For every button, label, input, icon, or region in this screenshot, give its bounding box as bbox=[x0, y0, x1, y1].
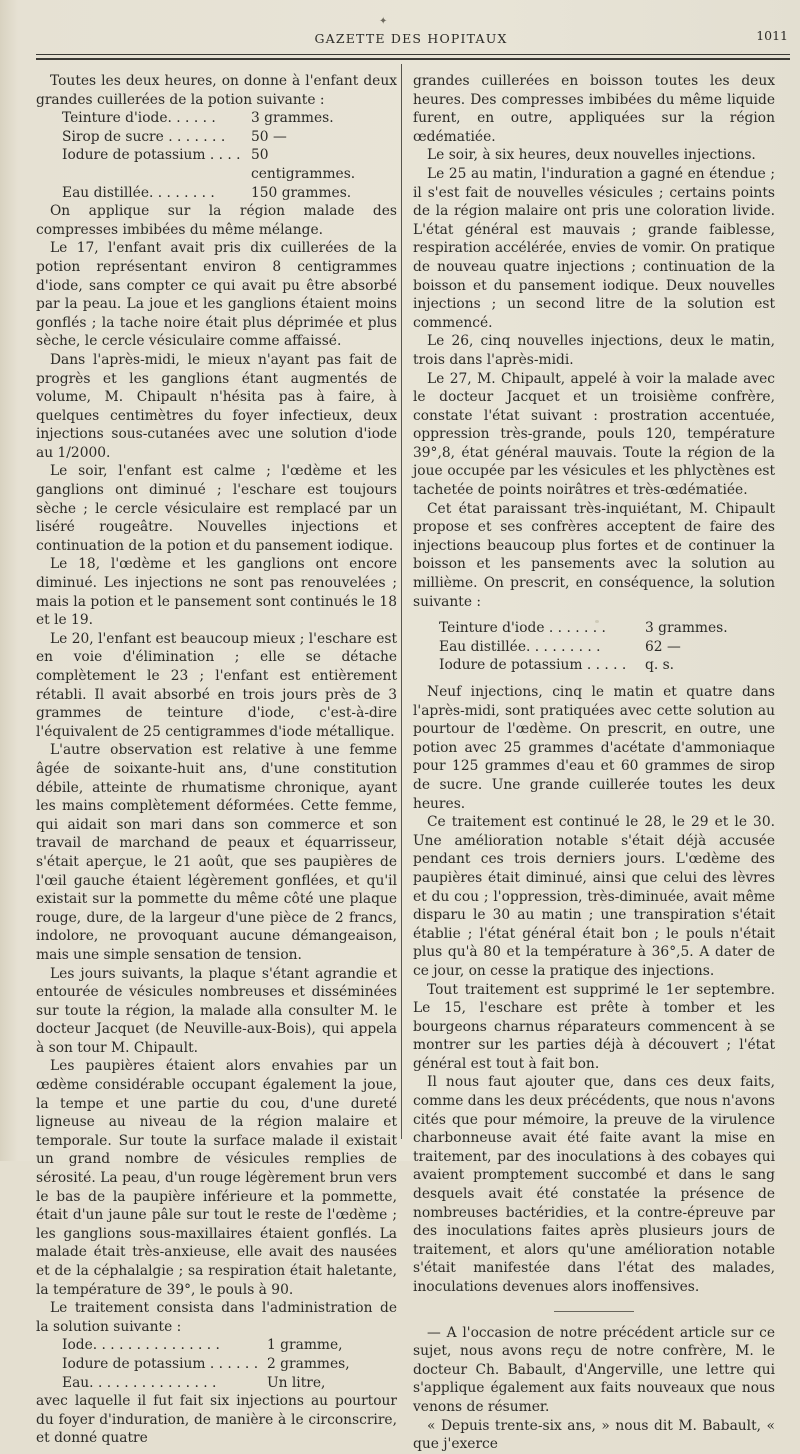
ingredient-quantity: 50 — bbox=[251, 128, 287, 145]
recipe-row bbox=[62, 146, 397, 183]
ingredient-name: Teinture d'iode . . . . . . . bbox=[439, 620, 606, 637]
paragraph: Ce traitement est continué le 28, le 29 et le 30. Une amélioration notable s'était déjà accusée pendant ces trois derniers jours. L'œdème des paupières était diminué, ainsi que celui des lèvres et du cou ; l'oppression, très-diminuée, avait même disparu le 30 au matin ; une transpiration s'était établie ; l'état général était bon ; le pouls n'était plus qu'à 80 et la température à 36°,5. A dater de ce jour, on cesse la pratique des injections. bbox=[413, 814, 775, 979]
recipe-row bbox=[62, 1374, 397, 1393]
paragraph: Le 17, l'enfant avait pris dix cuillerées de la potion représentant environ 8 centigrammes d'iode, sans compter ce qui avait pu être absorbé par la peau. La joue et les ganglions étaient moins gonflés ; la tache noire était plus déprimée et plus sèche, le cercle vésiculaire comme affaissé. bbox=[36, 240, 397, 350]
ingredient-name: Eau distillée. . . . . . . . bbox=[62, 184, 215, 201]
paragraph: Tout traitement est supprimé le 1er septembre. Le 15, l'eschare est prête à tomber et les bourgeons charnus réparateurs commencent à se montrer sur les parties déjà à découvert ; l'état général est tout à fait bon. bbox=[413, 981, 775, 1072]
ingredient-name: Iodure de potassium . . . . . bbox=[439, 657, 627, 674]
ingredient-name: Iodure de potassium . . . . bbox=[62, 147, 241, 164]
recipe-row bbox=[62, 1336, 397, 1355]
header-rule-thick bbox=[36, 58, 790, 60]
recipe-list bbox=[439, 619, 775, 675]
paragraph: Toutes les deux heures, on donne à l'enfant deux grandes cuillerées de la potion suivante : bbox=[36, 73, 397, 108]
ingredient-name: Eau distillée. . . . . . . . . bbox=[439, 638, 601, 655]
paragraph: Les paupières étaient alors envahies par un œdème considérable occupant également la joue, la tempe et une partie du cou, d'une dureté ligneuse au niveau de la région malaire et temporale. Sur toute la surface malade il existait un grand nombre de vésicules remplies de sérosité. La peau, d'un rouge légèrement brun vers le bas de la paupière inférieure et la pommette, était d'un jaune pâle sur tout le reste de l'œdème ; les ganglions sous-maxillaires étaient gonflés. La malade était très-anxieuse, elle avait des nausées et de la céphalalgie ; sa respiration était haletante, la température de 39°, le pouls à 90. bbox=[36, 1058, 397, 1298]
ingredient-quantity: Un litre, bbox=[267, 1374, 326, 1391]
recipe-row bbox=[62, 128, 397, 147]
ingredient-quantity: 2 grammes, bbox=[267, 1355, 350, 1372]
section-separator bbox=[554, 1311, 634, 1312]
paragraph: L'autre observation est relative à une femme âgée de soixante-huit ans, d'une constitution débile, atteinte de rhumatisme chronique, ayant les mains complètement déformées. Cette femme, qui aidait son mari dans son commerce et son travail de marchand de peaux et équarrisseur, s'était aperçue, le 21 août, que ses paupières de l'œil gauche étaient légèrement gonflées, et qu'il existait sur la pommette du même côté une plaque rouge, dure, de la largeur d'une pièce de 2 francs, indolore, ne provoquant aucune démangeaison, mais une simple sensation de tension. bbox=[36, 742, 397, 963]
paragraph: Le 26, cinq nouvelles injections, deux le matin, trois dans l'après-midi. bbox=[413, 333, 775, 368]
paragraph: Le 20, l'enfant est beaucoup mieux ; l'eschare est en voie d'élimination ; elle se détache complètement le 23 ; l'enfant est entièrement rétabli. Il avait absorbé en trois jours près de 3 grammes de teinture d'iode, c'est-à-dire l'équivalent de 25 centigrammes d'iode métallique. bbox=[36, 630, 397, 740]
paragraph: Cet état paraissant très-inquiétant, M. Chipault propose et ses confrères acceptent de faire des injections beaucoup plus fortes et de continuer la boisson et les pansements avec la solution au millième. On prescrit, en conséquence, la solution suivante : bbox=[413, 500, 775, 610]
running-title: GAZETTE DES HOPITAUX bbox=[314, 31, 508, 46]
paragraph: Le 25 au matin, l'induration a gagné en étendue ; il s'est fait de nouvelles vésicules ; certains points de la région malaire ont pris une coloration livide. L'état général est mauvais ; grande faiblesse, respiration accélérée, envies de vomir. On pratique de nouveau quatre injections ; continuation de la boisson et du pansement iodique. Deux nouvelles injections ; un second litre de la solution est commencé. bbox=[413, 165, 775, 331]
paragraph: On applique sur la région malade des compresses imbibées du même mélange. bbox=[36, 203, 397, 238]
paragraph: Dans l'après-midi, le mieux n'ayant pas fait de progrès et les ganglions étant augmentés de volume, M. Chipault n'hésita pas à faire, à quelques centimètres du foyer infectieux, deux injections sous-cutanées avec une solution d'iode au 1/2000. bbox=[36, 351, 397, 461]
ingredient-quantity: 62 — bbox=[645, 638, 681, 655]
left-column bbox=[36, 72, 397, 1448]
ingredient-quantity: 150 grammes. bbox=[251, 184, 352, 201]
recipe-row bbox=[439, 619, 775, 638]
recipe-row bbox=[439, 638, 775, 657]
paragraph: « Depuis trente-six ans, » nous dit M. Babault, « que j'exerce bbox=[413, 1417, 775, 1453]
recipe-list bbox=[62, 109, 397, 202]
ingredient-name: Teinture d'iode. . . . . . bbox=[62, 110, 216, 127]
recipe-row bbox=[439, 656, 775, 675]
paragraph: Le 18, l'œdème et les ganglions ont encore diminué. Les injections ne sont pas renouvelées ; mais la potion et le pansement sont continués le 18 et le 19. bbox=[36, 556, 397, 629]
right-column bbox=[413, 72, 775, 1454]
paragraph: Neuf injections, cinq le matin et quatre dans l'après-midi, sont pratiquées avec cette solution au pourtour de l'œdème. On prescrit, en outre, une potion avec 25 grammes d'acétate d'ammoniaque pour 125 grammes d'eau et 60 grammes de sirop de sucre. Une grande cuillerée toutes les deux heures. bbox=[413, 684, 775, 812]
paragraph: Le 27, M. Chipault, appelé à voir la malade avec le docteur Jacquet et un troisième confrère, constate l'état suivant : prostration accentuée, oppression très-grande, pouls 120, température 39°,8, état général mauvais. Toute la région de la joue occupée par les vésicules et les phlyctènes est tachetée de points noirâtres et très-œdématiée. bbox=[413, 370, 775, 499]
recipe-row bbox=[62, 1355, 397, 1374]
ornament-icon: ✦ bbox=[379, 16, 388, 27]
ingredient-quantity: 3 grammes. bbox=[251, 110, 334, 127]
paragraph: Le traitement consista dans l'administration de la solution suivante : bbox=[36, 1300, 397, 1335]
recipe-row bbox=[62, 184, 397, 203]
paragraph: Les jours suivants, la plaque s'étant agrandie et entourée de vésicules nombreuses et disséminées sur toute la région, la malade alla consulter M. le docteur Jacquet (de Neuville-aux-Bois), qui appela à son tour M. Chipault. bbox=[36, 965, 397, 1056]
header-rule bbox=[36, 54, 790, 55]
ingredient-quantity: 1 gramme, bbox=[267, 1337, 343, 1354]
ingredient-name: Iode. . . . . . . . . . . . . . . bbox=[62, 1337, 220, 1354]
paragraph: avec laquelle il fut fait six injections au pourtour du foyer d'induration, de manière à le circonscrire, et donné quatre bbox=[36, 1393, 397, 1447]
ingredient-quantity: q. s. bbox=[645, 657, 675, 674]
recipe-row bbox=[62, 109, 397, 128]
recipe-list bbox=[62, 1336, 397, 1392]
paragraph: Le soir, l'enfant est calme ; l'œdème et les ganglions ont diminué ; l'eschare est toujours sèche ; le cercle vésiculaire est remplacé par un liséré rougeâtre. Nouvelles injections et continuation de la potion et du pansement iodique. bbox=[36, 463, 397, 554]
ingredient-quantity: 3 grammes. bbox=[645, 620, 728, 637]
paragraph: grandes cuillerées en boisson toutes les deux heures. Des compresses imbibées du même liquide furent, en outre, appliquées sur la région œdématiée. bbox=[413, 73, 775, 145]
ingredient-name: Iodure de potassium . . . . . . bbox=[62, 1355, 259, 1372]
column-divider bbox=[401, 64, 402, 1139]
page-header bbox=[30, 16, 792, 50]
ingredient-name: Sirop de sucre . . . . . . . bbox=[62, 128, 226, 145]
page-number: 1011 bbox=[756, 28, 788, 43]
paragraph: — A l'occasion de notre précédent article sur ce sujet, nous avons reçu de notre confrère, M. le docteur Ch. Babault, d'Angerville, une lettre qui s'applique également aux faits nouveaux que nous venons de résumer. bbox=[413, 1324, 775, 1415]
paragraph: Il nous faut ajouter que, dans ces deux faits, comme dans les deux précédents, que nous n'avons cités que pour mémoire, la preuve de la virulence charbonneuse avait été faite avant la mise en traitement, par des inoculations à des cobayes qui avaient promptement succombé et dans le sang desquels avait été constatée la présence de nombreuses bactéridies, et la contre-épreuve par des inoculations faites après plusieurs jours de traitement, et alors qu'une amélioration notable s'était manifestée dans l'état des malades, inoculations devenues alors inoffensives. bbox=[413, 1074, 775, 1295]
ingredient-name: Eau. . . . . . . . . . . . . . . bbox=[62, 1374, 217, 1391]
ingredient-quantity: 50 centigrammes. bbox=[251, 147, 356, 182]
paragraph: Le soir, à six heures, deux nouvelles injections. bbox=[427, 147, 756, 164]
